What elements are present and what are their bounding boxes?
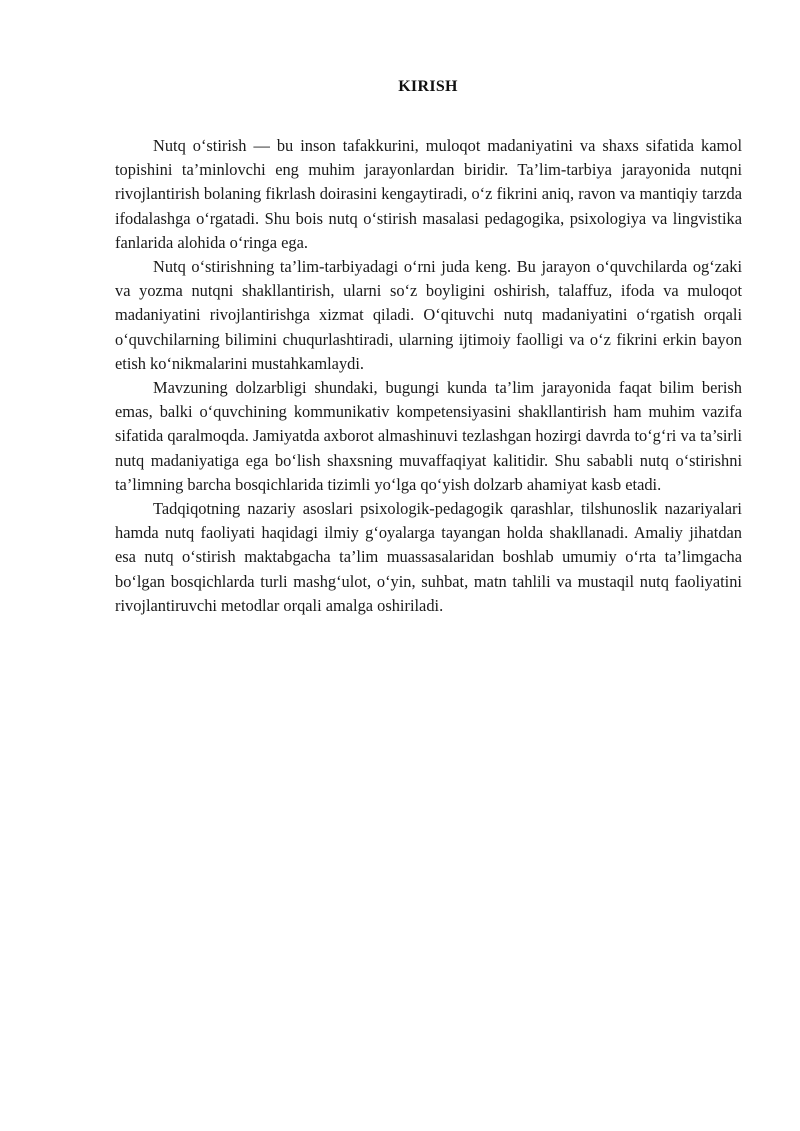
paragraph-1: Nutq o‘stirish — bu inson tafakkurini, muloqot madaniyatini va shaxs sifatida kamol topishini ta’minlovchi eng muhim jarayonlardan biridir. Ta’lim-tarbiya jarayonida nutqni rivojlantirish bolaning fikrlash doirasini kengaytiradi, o‘z fikrini aniq, ravon va mantiqiy tarzda ifodalashga o‘rgatadi. Shu bois nutq o‘stirish masalasi pedagogika, psixologiya va lingvistika fanlarida alohida o‘ringa ega. [115,136,742,252]
body-text [115,134,742,618]
page-title: KIRISH [398,78,458,95]
paragraph-2: Nutq o‘stirishning ta’lim-tarbiyadagi o‘rni juda keng. Bu jarayon o‘quvchilarda og‘zaki va yozma nutqni shakllantirish, ularni so‘z boyligini oshirish, talaffuz, ifoda va muloqot madaniyatini rivojlantirishga xizmat qiladi. O‘qituvchi nutq madaniyatini o‘rgatish orqali o‘quvchilarning bilimini chuqurlashtiradi, ularning ijtimoiy faolligi va o‘z fikrini erkin bayon etish ko‘nikmalarini mustahkamlaydi. [115,257,742,373]
paragraph-3: Mavzuning dolzarbligi shundaki, bugungi kunda ta’lim jarayonida faqat bilim berish emas, balki o‘quvchining kommunikativ kompetensiyasini shakllantirish ham muhim vazifa sifatida qaralmoqda. Jamiyatda axborot almashinuvi tezlashgan hozirgi davrda to‘g‘ri va ta’sirli nutq madaniyatiga ega bo‘lish shaxsning muvaffaqiyat kalitidir. Shu sababli nutq o‘stirishni ta’limning barcha bosqichlarida tizimli yo‘lga qo‘yish dolzarb ahamiyat kasb etadi. [115,378,742,494]
paragraph-4: Tadqiqotning nazariy asoslari psixologik-pedagogik qarashlar, tilshunoslik nazariyalari hamda nutq faoliyati haqidagi ilmiy g‘oyalarga tayangan holda shakllanadi. Amaliy jihatdan esa nutq o‘stirish maktabgacha ta’lim muassasalaridan boshlab umumiy o‘rta ta’limgacha bo‘lgan bosqichlarda turli mashg‘ulot, o‘yin, suhbat, matn tahlili va mustaqil nutq faoliyatini rivojlantiruvchi metodlar orqali amalga oshiriladi. [115,499,742,615]
